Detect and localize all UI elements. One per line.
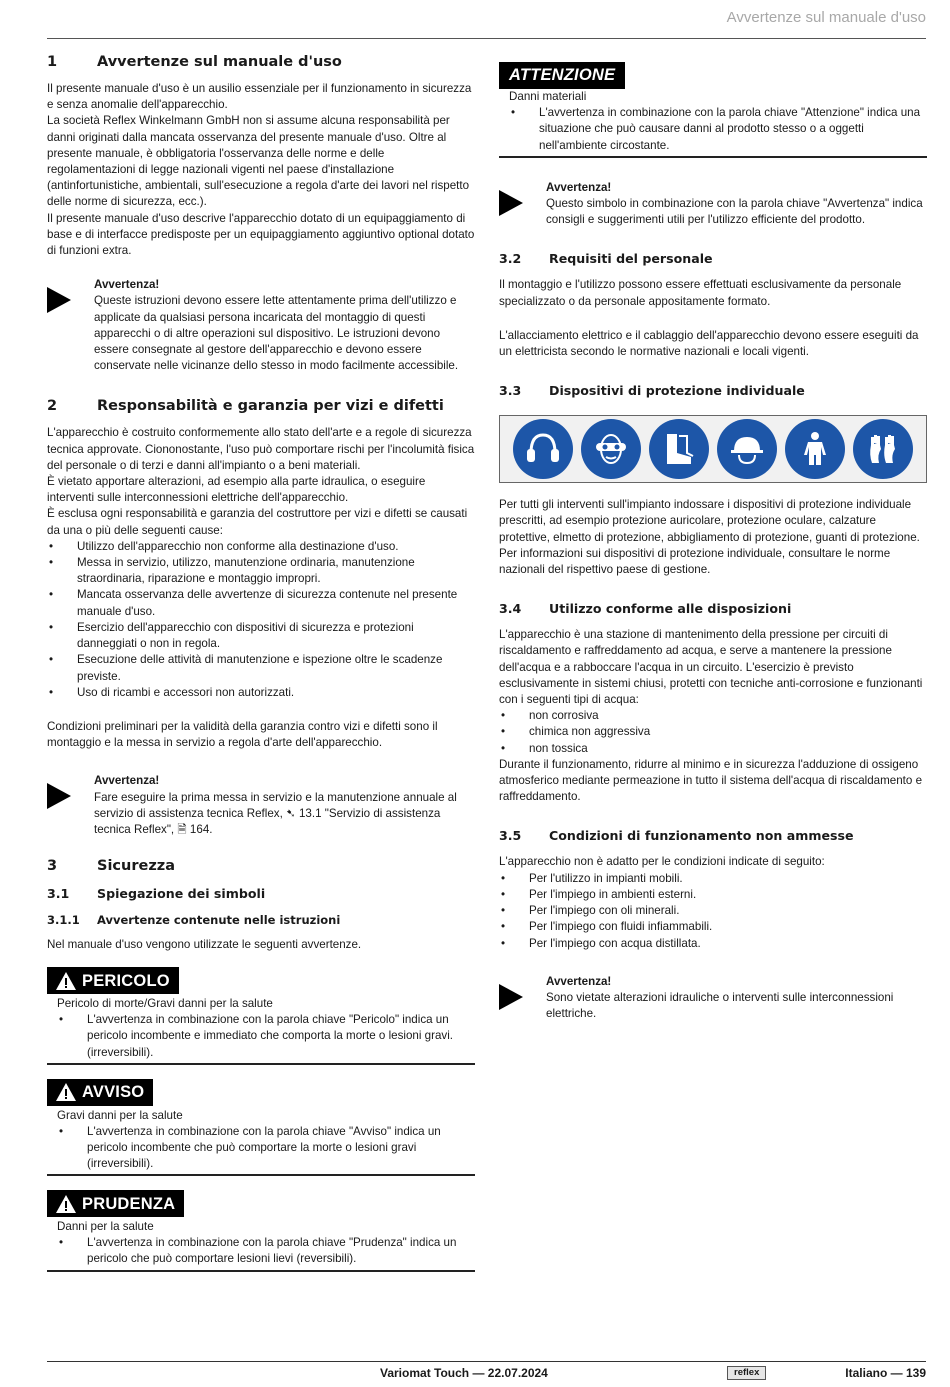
header-rule	[47, 38, 926, 39]
water-type-list	[499, 708, 927, 757]
warning-label: ATTENZIONE	[499, 62, 625, 89]
note-box: Avvertenza! Fare eseguire la prima messa in servizio e la manutenzione annuale al servizio di assistenza tecnica Reflex, ➷ 13.1 "Servizio di assistenza tecnica Reflex", 🗎 164.	[47, 773, 475, 838]
section-2-heading: 2 Responsabilità e garanzia per vizi e difetti	[47, 398, 444, 415]
section-3-3-heading: 3.3 Dispositivi di protezione individuale	[499, 383, 805, 399]
right-column	[499, 62, 927, 1022]
list-item: • Per l'impiego con fluidi infiammabili.	[499, 919, 927, 935]
page-number: Italiano — 139	[845, 1366, 926, 1380]
liability-cause-list	[47, 539, 475, 701]
left-column	[47, 52, 475, 1272]
note-box: Avvertenza! Questo simbolo in combinazione con la parola chiave "Avvertenza" indica consigli e suggerimenti utili per l'utilizzo efficiente del prodotto.	[499, 180, 927, 229]
section-2-paragraph: È vietato apportare alterazioni, ad esempio alla parte idraulica, o eseguire interventi sulle interconnessioni elettriche dell'apparecchio.	[47, 475, 426, 505]
section-3-2-heading: 3.2 Requisiti del personale	[499, 251, 713, 267]
ear-protection-icon	[513, 419, 573, 479]
section-1-paragraph: Il presente manuale d'uso descrive l'apparecchio dotato di un equipaggiamento di base e di interfacce predisposte per un equipaggiamento aggiuntivo optional dotato di funzioni extra.	[47, 211, 475, 258]
list-item: • Messa in servizio, utilizzo, manutenzione ordinaria, manutenzione straordinaria, riparazione e montaggio impropri.	[47, 555, 475, 587]
note-box: Avvertenza! Queste istruzioni devono essere lette attentamente prima dell'utilizzo e applicate da qualsiasi persona incaricata del montaggio di questi apparecchi o di altre operazioni sul dispositivo. Le istruzioni devono essere consegnate al gestore dell'apparecchio e devono essere conservate nelle vicinanze dello stesso in modo facilmente accessibile.	[47, 277, 475, 374]
section-3-4-heading: 3.4 Utilizzo conforme alle disposizioni	[499, 601, 792, 617]
warning-attenzione: ATTENZIONE Danni materiali • L'avvertenza in combinazione con la parola chiave "Attenzione" indica una situazione che può causare danni al prodotto stesso o a oggetti nell'ambiente circostante.	[499, 62, 927, 158]
footer-product: Variomat Touch — 22.07.2024	[380, 1366, 548, 1380]
list-item: • non tossica	[499, 741, 927, 757]
warning-label: AVVISO	[47, 1079, 153, 1106]
eye-protection-icon	[581, 419, 641, 479]
section-2-paragraph: Condizioni preliminari per la validità della garanzia contro vizi e difetti sono il montaggio e la messa in servizio a regola d'arte dell'apparecchio.	[47, 719, 438, 750]
warnings-intro: Nel manuale d'uso vengono utilizzate le seguenti avvertenze.	[47, 938, 362, 952]
section-3-2-paragraph: Il montaggio e l'utilizzo possono essere effettuati esclusivamente da personale specializzato o da personale appositamente formato.	[499, 278, 902, 308]
list-item: • Per l'impiego con oli minerali.	[499, 903, 927, 919]
list-item: • Per l'impiego in ambienti esterni.	[499, 887, 927, 903]
safety-boots-icon	[649, 419, 709, 479]
warning-prudenza: PRUDENZA Danni per la salute • L'avvertenza in combinazione con la parola chiave "Prudenza" indica un pericolo che può comportare lesioni lievi (reversibili).	[47, 1190, 475, 1271]
page-footer	[0, 1365, 950, 1381]
note-arrow-icon	[47, 287, 71, 313]
section-3-5-paragraph: L'apparecchio non è adatto per le condizioni indicate di seguito:	[499, 855, 825, 869]
section-1-paragraph: Il presente manuale d'uso è un ausilio essenziale per il funzionamento in sicurezza e senza anomalie dell'apparecchio.	[47, 82, 472, 112]
section-3-4-paragraph: Durante il funzionamento, ridurre al minimo e in sicurezza l'adduzione di ossigeno atmosferico mediante permeazione in tutto il sistema dell'acqua di riscaldamento e raffreddamento.	[499, 757, 923, 804]
list-item: • L'avvertenza in combinazione con la parola chiave "Pericolo" indica un pericolo incombente e immediato che comporta la morte o lesioni gravi.(irreversibili).	[57, 1012, 475, 1061]
protective-clothing-icon	[785, 419, 845, 479]
list-item: • Per l'utilizzo in impianti mobili.	[499, 871, 927, 887]
list-item: • Esecuzione delle attività di manutenzione e ispezione oltre le scadenze previste.	[47, 652, 475, 684]
list-item: • Per l'impiego con acqua distillata.	[499, 936, 927, 952]
warning-triangle-icon	[55, 1082, 77, 1102]
section-3-1-heading: 3.1 Spiegazione dei simboli	[47, 886, 266, 902]
warning-label: PRUDENZA	[47, 1190, 184, 1217]
list-item: • Uso di ricambi e accessori non autorizzati.	[47, 685, 475, 701]
list-item: • Mancata osservanza delle avvertenze di sicurezza contenute nel presente manuale d'uso.	[47, 587, 475, 619]
note-arrow-icon	[47, 783, 71, 809]
reflex-logo: reflex	[727, 1366, 766, 1380]
list-item: • Esercizio dell'apparecchio con dispositivi di sicurezza e protezioni danneggiati o non in regola.	[47, 620, 475, 652]
note-arrow-icon	[499, 984, 523, 1010]
warning-avviso: AVVISO Gravi danni per la salute • L'avvertenza in combinazione con la parola chiave "Avviso" indica un pericolo incombente che può comportare la morte o lesioni gravi (irreversibili).	[47, 1079, 475, 1177]
section-3-4-paragraph: L'apparecchio è una stazione di mantenimento della pressione per circuiti di riscaldamento e raffreddamento ad acqua, e serve a mantenere la pressione dell'acqua e a rabboccare l'acqua in un circuito. L'esercizio è previsto esclusivamente in sistemi chiusi, protetti con tecniche anti-corrosione e funzionanti con i seguenti tipi di acqua:	[499, 628, 923, 707]
section-3-5-heading: 3.5 Condizioni di funzionamento non ammesse	[499, 828, 854, 844]
section-2-paragraph: È esclusa ogni responsabilità e garanzia del costruttore per vizi e difetti se causati da una o più delle seguenti cause:	[47, 507, 468, 537]
list-item: • L'avvertenza in combinazione con la parola chiave "Prudenza" indica un pericolo che può comportare lesioni lievi (reversibili).	[57, 1235, 475, 1267]
section-3-1-1-heading: 3.1.1 Avvertenze contenute nelle istruzioni	[47, 913, 341, 928]
not-permitted-list	[499, 871, 927, 952]
ppe-icon-strip	[499, 415, 927, 483]
protective-gloves-icon	[853, 419, 913, 479]
footer-rule	[47, 1361, 926, 1362]
section-3-3-paragraph: Per tutti gli interventi sull'impianto indossare i dispositivi di protezione individuale prescritti, ad esempio protezione auricolare, protezione oculare, calzature protettive, elmetto di protezione, abbigliamento di protezione, guanti di protezione.	[499, 498, 920, 544]
list-item: • L'avvertenza in combinazione con la parola chiave "Avviso" indica un pericolo incombente che può comportare la morte o lesioni gravi (irreversibili).	[57, 1124, 475, 1173]
section-3-heading: 3 Sicurezza	[47, 858, 175, 875]
list-item: • chimica non aggressiva	[499, 724, 927, 740]
note-box: Avvertenza! Sono vietate alterazioni idrauliche o interventi sulle interconnessioni elettriche.	[499, 974, 927, 1023]
running-head: Avvertenze sul manuale d'uso	[726, 9, 926, 26]
section-1-heading: 1 Avvertenze sul manuale d'uso	[47, 54, 342, 70]
warning-pericolo: PERICOLO Pericolo di morte/Gravi danni per la salute • L'avvertenza in combinazione con la parola chiave "Pericolo" indica un pericolo incombente e immediato che comporta la morte o lesioni gravi.(irreversibili).	[47, 967, 475, 1065]
section-1-paragraph: La società Reflex Winkelmann GmbH non si assume alcuna responsabilità per danni originati dalla mancata osservanza del presente manuale d'uso. Oltre al presente manuale, è obbligatoria l'osservanza delle norme e delle regolamentazioni di legge nazionali vigenti nel paese d'installazione (antinfortunistiche, ambientali, sull'esecuzione a regola d'arte dei lavori nel rispetto delle norme di sicurezza, ecc.).	[47, 114, 470, 209]
list-item: • non corrosiva	[499, 708, 927, 724]
section-3-2-paragraph: L'allacciamento elettrico e il cablaggio dell'apparecchio devono essere eseguiti da un elettricista secondo le normative nazionali e locali vigenti.	[499, 328, 919, 359]
note-arrow-icon	[499, 190, 523, 216]
section-3-3-paragraph: Per informazioni sui dispositivi di protezione individuale, consultare le norme nazionali del rispettivo paese di gestione.	[499, 546, 891, 577]
warning-label: PERICOLO	[47, 967, 179, 994]
safety-helmet-icon	[717, 419, 777, 479]
list-item: • Utilizzo dell'apparecchio non conforme alla destinazione d'uso.	[47, 539, 475, 555]
warning-triangle-icon	[55, 1194, 77, 1214]
section-2-paragraph: L'apparecchio è costruito conformemente allo stato dell'arte e a regole di sicurezza tecnica approvate. Ciononostante, l'uso può comportare rischi per l'incolumità fisica del personale o di terzi e danni all'impianto o a beni materiali.	[47, 426, 475, 472]
warning-triangle-icon	[55, 971, 77, 991]
list-item: • L'avvertenza in combinazione con la parola chiave "Attenzione" indica una situazione che può causare danni al prodotto stesso o a oggetti nell'ambiente circostante.	[509, 105, 927, 154]
